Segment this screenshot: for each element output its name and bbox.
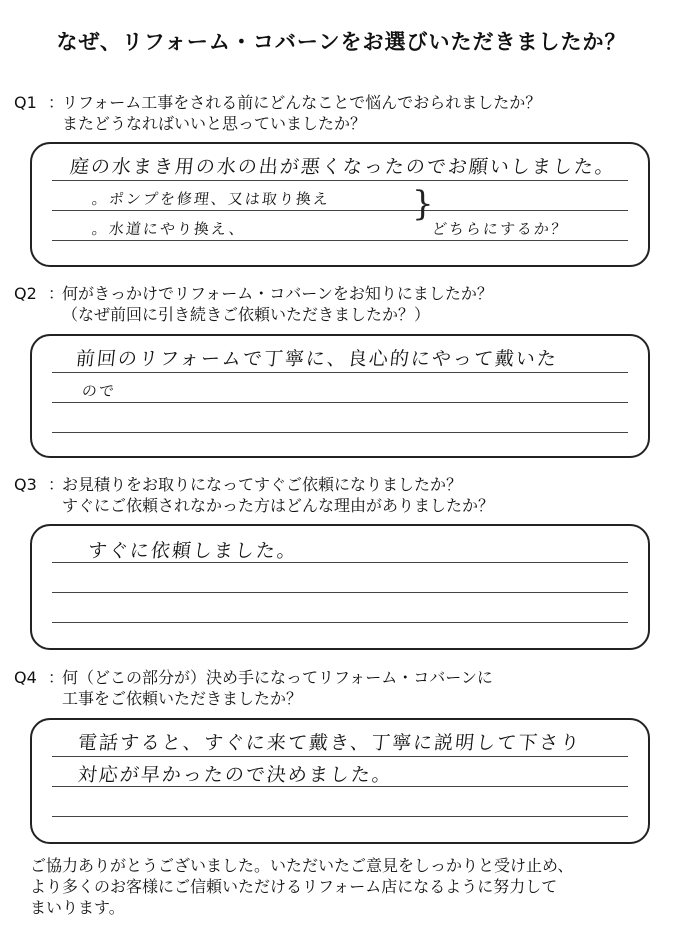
- question-number: Q1: [14, 93, 37, 112]
- ruled-line: [52, 372, 628, 373]
- handwritten-answer-line: 。水道にやり換え、: [91, 220, 247, 238]
- question-text-line-1: お見積りをお取りになってすぐご依頼になりましたか？: [62, 475, 463, 494]
- handwritten-answer-line: 。ポンプを修理、又は取り換え: [91, 190, 331, 208]
- question-number: Q3: [14, 475, 37, 494]
- closing-message-line: まいります。: [30, 898, 125, 917]
- question-1: [14, 92, 541, 134]
- answer-box-1: [30, 142, 650, 267]
- answer-box-3: [30, 524, 650, 650]
- closing-message-line: ご協力ありがとうございました。いただいたご意見をしっかりと受け止め、: [30, 856, 574, 875]
- ruled-line: [52, 622, 628, 623]
- ruled-line: [52, 432, 628, 433]
- answer-box-2: [30, 334, 650, 458]
- handwritten-answer-line: どちらにするか？: [431, 220, 569, 238]
- page-title: なぜ、リフォーム・コバーンをお選びいただきましたか？: [56, 30, 627, 54]
- ruled-line: [52, 592, 628, 593]
- question-text-line-2: またどうなればいいと思っていましたか？: [62, 114, 367, 133]
- question-number: Q4: [14, 668, 37, 687]
- answer-box-4: [30, 718, 650, 844]
- question-3: [14, 474, 494, 516]
- handwritten-answer-line: すぐに依頼しました。: [86, 540, 300, 562]
- handwritten-answer-line: 庭の水まき用の水の出が悪くなったのでお願いしました。: [68, 156, 618, 178]
- ruled-line: [52, 210, 628, 211]
- question-colon: ：: [48, 93, 65, 112]
- question-text-line-2: 工事をご依頼いただきましたか？: [62, 689, 303, 708]
- question-text-line-2: （なぜ前回に引き続きご依頼いただきましたか？）: [62, 305, 431, 324]
- ruled-line: [52, 756, 628, 757]
- ruled-line: [52, 402, 628, 403]
- question-text-line-1: 何がきっかけでリフォーム・コバーンをお知りにましたか？: [62, 284, 493, 303]
- handwritten-answer-line: 電話すると、すぐに来て戴き、丁寧に説明して下さり: [76, 732, 583, 754]
- ruled-line: [52, 816, 628, 817]
- question-2: [14, 283, 493, 325]
- handwritten-answer-line: 前回のリフォームで丁寧に、良心的にやって戴いた: [74, 348, 560, 370]
- ruled-line: [52, 240, 628, 241]
- handwritten-answer-line: 対応が早かったので決めました。: [76, 764, 395, 786]
- handwritten-answer-line: ので: [81, 382, 117, 400]
- closing-message: [30, 855, 670, 918]
- question-number: Q2: [14, 284, 37, 303]
- question-text-line-2: すぐにご依頼されなかった方はどんな理由がありましたか？: [62, 496, 495, 515]
- question-text-line-1: リフォーム工事をされる前にどんなことで悩んでおられましたか？: [62, 93, 542, 112]
- question-text-line-1: 何（どこの部分が）決め手になってリフォーム・コバーンに: [62, 668, 493, 687]
- question-colon: ：: [48, 475, 65, 494]
- ruled-line: [52, 180, 628, 181]
- curly-bracket: }: [412, 184, 434, 224]
- question-colon: ：: [48, 668, 65, 687]
- question-4: [14, 667, 493, 709]
- closing-message-line: より多くのお客様にご信頼いただけるリフォーム店になるように努力して: [30, 877, 558, 896]
- question-colon: ：: [48, 284, 65, 303]
